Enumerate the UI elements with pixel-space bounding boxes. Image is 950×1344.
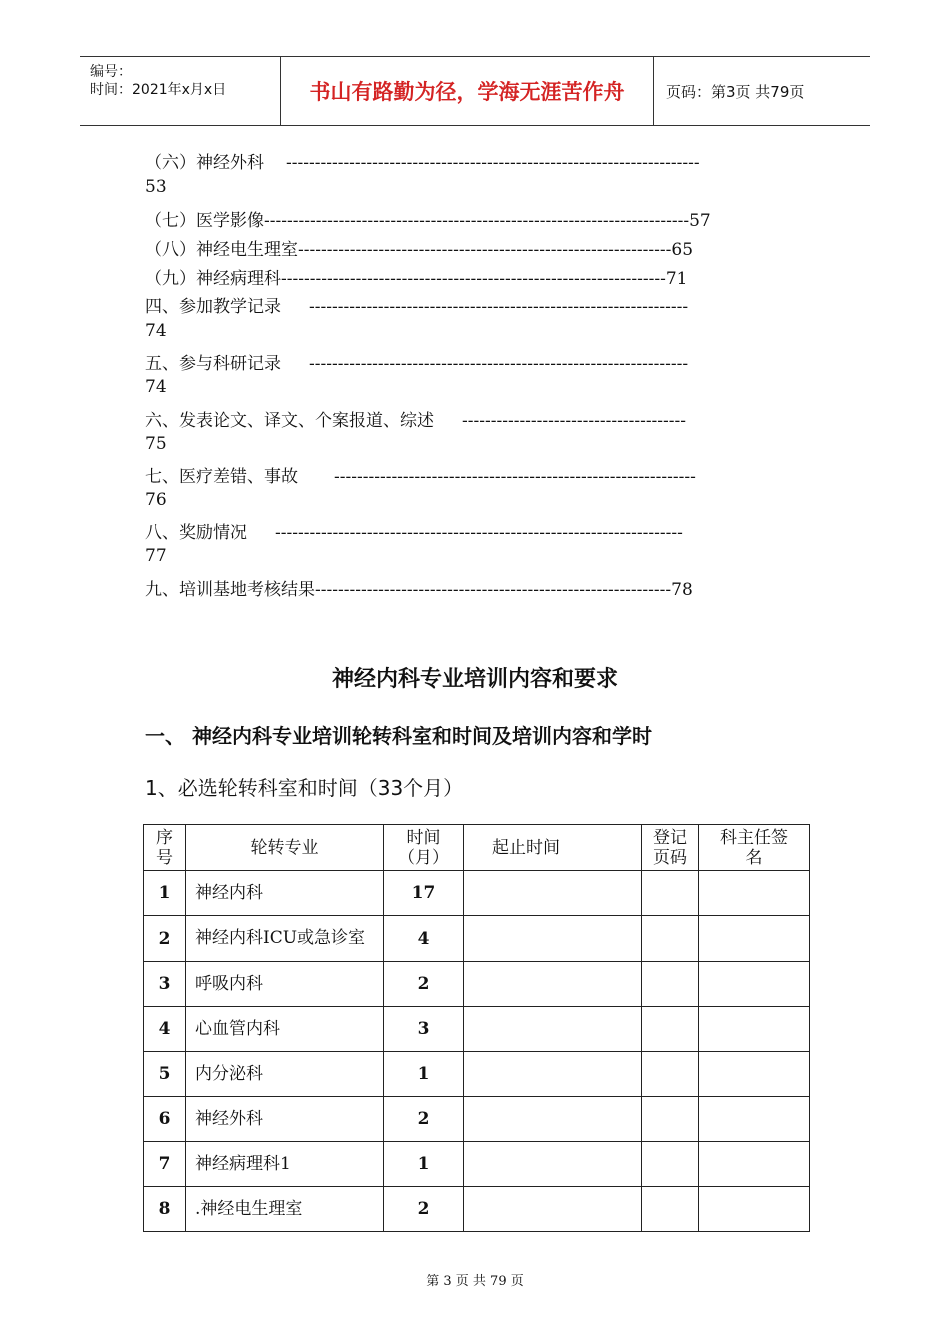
- register-page-cell[interactable]: [642, 1187, 699, 1232]
- toc-item[interactable]: [145, 575, 693, 600]
- start-end-time-cell[interactable]: [464, 1052, 642, 1097]
- toc-item-title: （六）神经外科: [145, 153, 264, 173]
- toc-item-dashes: -----------------------------------------------------------------------: [275, 523, 683, 543]
- row-number: 8: [144, 1187, 186, 1232]
- table-row: [144, 1007, 810, 1052]
- rotation-specialty: 心血管内科: [186, 1007, 384, 1052]
- column-header: 时间（月）: [384, 825, 464, 871]
- toc-item-page: 74: [145, 377, 167, 397]
- rotation-months: 3: [384, 1007, 464, 1052]
- subsection-heading: 1、必选轮转科室和时间（33个月）: [145, 776, 464, 800]
- serial-label: 编号：: [90, 64, 132, 80]
- register-page-cell[interactable]: [642, 1007, 699, 1052]
- date-label: 时间：2021年x月x日: [90, 82, 227, 98]
- toc-item-title: （九）神经病理科: [145, 269, 281, 289]
- rotation-months: 2: [384, 1187, 464, 1232]
- start-end-time-cell[interactable]: [464, 1142, 642, 1187]
- register-page-cell[interactable]: [642, 1097, 699, 1142]
- row-number: 5: [144, 1052, 186, 1097]
- director-signature-cell[interactable]: [699, 1097, 810, 1142]
- toc-item-page: 78: [671, 580, 693, 600]
- register-page-cell[interactable]: [642, 1052, 699, 1097]
- toc-item[interactable]: [145, 406, 686, 431]
- row-number: 6: [144, 1097, 186, 1142]
- table-row: [144, 916, 810, 962]
- section-heading: 一、 神经内科专业培训轮转科室和时间及培训内容和学时: [145, 724, 652, 748]
- start-end-time-cell[interactable]: [464, 1097, 642, 1142]
- toc-item[interactable]: [145, 349, 688, 374]
- director-signature-cell[interactable]: [699, 962, 810, 1007]
- start-end-time-cell[interactable]: [464, 916, 642, 962]
- toc-item-dashes: ---------------------------------------------------------------: [334, 467, 696, 487]
- column-header: 科主任签名: [699, 825, 810, 871]
- rotation-months: 4: [384, 916, 464, 962]
- row-number: 7: [144, 1142, 186, 1187]
- toc-item-title: 七、医疗差错、事故: [145, 467, 298, 487]
- toc-item-dashes: --------------------------------------------------------------------------: [264, 211, 690, 231]
- table-row: [144, 871, 810, 916]
- toc-item-page: 74: [145, 321, 167, 341]
- toc-item-page: 65: [671, 240, 694, 260]
- row-number: 3: [144, 962, 186, 1007]
- rotation-months: 2: [384, 1097, 464, 1142]
- toc-item[interactable]: [145, 264, 688, 289]
- toc-item-title: 四、参加教学记录: [145, 297, 281, 317]
- table-row: [144, 1187, 810, 1232]
- toc-item[interactable]: [145, 148, 700, 173]
- table-header-row: [144, 825, 810, 871]
- rotation-specialty: 呼吸内科: [186, 962, 384, 1007]
- rotation-months: 1: [384, 1142, 464, 1187]
- rotation-months: 2: [384, 962, 464, 1007]
- toc-item[interactable]: [145, 206, 711, 231]
- register-page-cell[interactable]: [642, 916, 699, 962]
- rotation-specialty: 神经内科: [186, 871, 384, 916]
- rotation-specialty: .神经电生理室: [186, 1187, 384, 1232]
- toc-item-title: 六、发表论文、译文、个案报道、综述: [145, 411, 434, 431]
- toc-item-dashes: -----------------------------------------------------------------: [298, 240, 672, 260]
- toc-item-page: 57: [689, 211, 711, 231]
- toc-item-dashes: -------------------------------------------------------------------: [281, 269, 666, 289]
- toc-item[interactable]: [145, 292, 688, 317]
- toc-item-title: 九、培训基地考核结果: [145, 580, 315, 600]
- toc-item-page: 75: [145, 434, 167, 454]
- toc-item-title: （七）医学影像: [145, 211, 264, 231]
- table-row: [144, 1142, 810, 1187]
- toc-item[interactable]: [145, 235, 693, 260]
- table-row: [144, 1052, 810, 1097]
- director-signature-cell[interactable]: [699, 871, 810, 916]
- toc-item-title: 五、参与科研记录: [145, 354, 281, 374]
- column-header: 登记页码: [642, 825, 699, 871]
- column-header: 起止时间: [464, 825, 642, 871]
- page-header: [80, 56, 870, 126]
- header-meta: [80, 57, 281, 125]
- toc-item-dashes: --------------------------------------------------------------: [315, 580, 672, 600]
- register-page-cell[interactable]: [642, 1142, 699, 1187]
- toc-item-title: 八、奖励情况: [145, 523, 247, 543]
- register-page-cell[interactable]: [642, 871, 699, 916]
- director-signature-cell[interactable]: [699, 1007, 810, 1052]
- rotation-table: [143, 824, 810, 1232]
- start-end-time-cell[interactable]: [464, 1187, 642, 1232]
- toc-item-page: 53: [145, 177, 167, 197]
- toc-item-dashes: ------------------------------------------------------------------: [309, 297, 689, 317]
- table-row: [144, 1097, 810, 1142]
- director-signature-cell[interactable]: [699, 916, 810, 962]
- page-footer: 第 3 页 共 79 页: [426, 1274, 524, 1289]
- toc-item-dashes: ------------------------------------------------------------------: [309, 354, 689, 374]
- rotation-specialty: 内分泌科: [186, 1052, 384, 1097]
- table-row: [144, 962, 810, 1007]
- row-number: 4: [144, 1007, 186, 1052]
- document-title: 神经内科专业培训内容和要求: [331, 667, 618, 692]
- toc-item-page: 76: [145, 490, 167, 510]
- toc-item-page: 77: [145, 546, 167, 566]
- toc-item-page: 71: [665, 269, 688, 289]
- rotation-specialty: 神经内科ICU或急诊室: [186, 916, 384, 962]
- toc-item-dashes: ---------------------------------------: [462, 411, 687, 431]
- rotation-months: 17: [384, 871, 464, 916]
- register-page-cell[interactable]: [642, 962, 699, 1007]
- header-motto: 书山有路勤为径，学海无涯苦作舟: [281, 57, 654, 125]
- row-number: 1: [144, 871, 186, 916]
- rotation-specialty: 神经外科: [186, 1097, 384, 1142]
- start-end-time-cell[interactable]: [464, 962, 642, 1007]
- column-header: 序号: [144, 825, 186, 871]
- header-page-info: 页码：第3页 共79页: [666, 82, 805, 101]
- toc-item[interactable]: [145, 462, 696, 487]
- toc-item[interactable]: [145, 518, 683, 543]
- start-end-time-cell[interactable]: [464, 1007, 642, 1052]
- director-signature-cell[interactable]: [699, 1187, 810, 1232]
- row-number: 2: [144, 916, 186, 962]
- director-signature-cell[interactable]: [699, 1142, 810, 1187]
- rotation-months: 1: [384, 1052, 464, 1097]
- director-signature-cell[interactable]: [699, 1052, 810, 1097]
- rotation-specialty: 神经病理科1: [186, 1142, 384, 1187]
- column-header: 轮转专业: [186, 825, 384, 871]
- toc-item-title: （八）神经电生理室: [145, 240, 298, 260]
- toc-item-dashes: ------------------------------------------------------------------------: [286, 153, 700, 173]
- start-end-time-cell[interactable]: [464, 871, 642, 916]
